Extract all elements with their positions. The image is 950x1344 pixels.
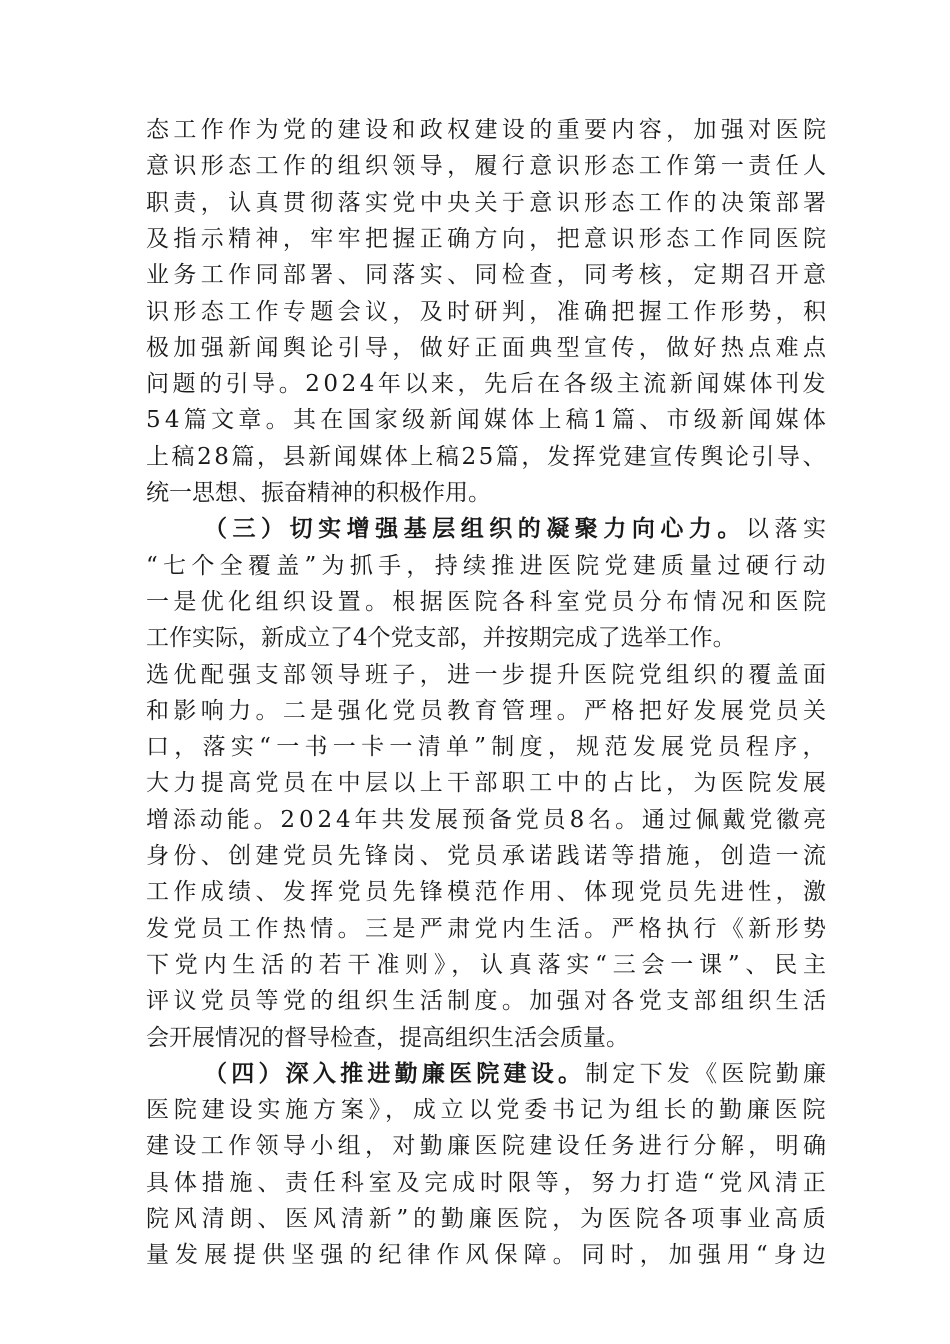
text-line <box>146 330 830 366</box>
text-line <box>146 439 828 475</box>
line-text: 增添动能。2024年共发展预备党员8名。通过佩戴党徽亮 <box>146 806 831 833</box>
text-line <box>146 257 830 293</box>
text-line <box>146 475 491 511</box>
text-line <box>146 1201 831 1237</box>
text-line <box>146 765 830 801</box>
line-text: “七个全覆盖”为抓手，持续推进医院党建质量过硬行动 <box>146 552 831 579</box>
line-text: 具体措施、责任科室及完成时限等，努力打造“党风清正 <box>146 1169 831 1196</box>
line-text: 医院建设实施方案》，成立以党委书记为组长的勤廉医院 <box>146 1097 831 1124</box>
line-text: 工作成绩、发挥党员先锋模范作用、体现党员先进性，激 <box>146 879 831 906</box>
line-text: 上稿28篇，县新闻媒体上稿25篇，发挥党建宣传舆论引导、 <box>146 443 829 470</box>
text-line <box>146 402 830 438</box>
line-text: 问题的引导。2024年以来，先后在各级主流新闻媒体刊发 <box>146 371 830 398</box>
line-text: 54篇文章。其在国家级新闻媒体上稿1篇、市级新闻媒体 <box>146 407 831 434</box>
line-text: 建设工作领导小组，对勤廉医院建设任务进行分解，明确 <box>146 1133 831 1160</box>
line-text: 量发展提供坚强的纪律作风保障。同时，加强用“身边 <box>146 1242 832 1269</box>
line-text: 态工作作为党的建设和政权建设的重要内容，加强对医院 <box>146 117 831 143</box>
text-line <box>146 911 830 947</box>
text-line <box>146 1237 832 1273</box>
text-line <box>146 838 830 874</box>
text-line <box>146 802 830 838</box>
text-line <box>146 366 829 402</box>
text-line <box>146 1165 831 1201</box>
text-line <box>146 983 830 1019</box>
line-text: 职责，认真贯彻落实党中央关于意识形态工作的决策部署 <box>146 189 831 216</box>
text-line <box>146 584 830 620</box>
text-line <box>146 693 830 729</box>
line-text: 业务工作同部署、同落实、同检查，同考核，定期召开意 <box>146 262 831 289</box>
text-line <box>146 112 830 148</box>
section-heading: （四）深入推进勤廉医院建设。 <box>204 1059 586 1087</box>
text-line <box>204 1056 830 1092</box>
line-text: 识形态工作专题会议，及时研判，准确把握工作形势，积 <box>146 298 831 325</box>
text-line <box>146 1020 629 1056</box>
text-line <box>204 511 832 547</box>
line-text: 下党内生活的若干准则》，认真落实“三会一课”、民主 <box>146 951 832 978</box>
line-text: 身份、创建党员先锋岗、党员承诺践诺等措施，创造一流 <box>146 843 831 869</box>
line-text: 大力提高党员在中层以上干部职工中的占比，为医院发展 <box>146 770 831 797</box>
line-text: 工作实际，新成立了4个党支部，并按期完成了选举工作。 <box>146 625 736 652</box>
text-line <box>146 548 831 584</box>
text-line <box>146 874 830 910</box>
text-line <box>146 620 736 656</box>
text-line <box>146 1128 830 1164</box>
line-text: 发党员工作热情。三是严肃党内生活。严格执行《新形势 <box>146 915 831 942</box>
text-line <box>146 294 830 330</box>
text-line <box>146 148 830 184</box>
line-text: 制定下发《医院勤廉 <box>585 1060 831 1087</box>
line-text: 会开展情况的督导检查，提高组织生活会质量。 <box>146 1024 629 1051</box>
line-text: 以落实 <box>745 516 832 543</box>
line-text: 评议党员等党的组织生活制度。加强对各党支部组织生活 <box>146 988 831 1015</box>
text-line <box>146 657 830 693</box>
section-heading: （三）切实增强基层组织的凝聚力向心力。 <box>204 515 746 543</box>
line-text: 极加强新闻舆论引导，做好正面典型宣传，做好热点难点 <box>146 334 831 361</box>
line-text: 选优配强支部领导班子，进一步提升医院党组织的覆盖面 <box>146 661 831 688</box>
line-text: 一是优化组织设置。根据医院各科室党员分布情况和医院 <box>146 588 831 615</box>
text-line <box>146 1092 830 1128</box>
line-text: 及指示精神，牢牢把握正确方向，把意识形态工作同医院 <box>146 225 831 252</box>
line-text: 和影响力。二是强化党员教育管理。严格把好发展党员关 <box>146 697 831 724</box>
text-line <box>146 221 830 257</box>
text-line <box>146 729 831 765</box>
line-text: 院风清朗、医风清新”的勤廉医院，为医院各项事业高质 <box>146 1206 831 1232</box>
text-line <box>146 947 832 983</box>
line-text: 意识形态工作的组织领导，履行意识形态工作第一责任人 <box>146 153 831 180</box>
line-text: 统一思想、振奋精神的积极作用。 <box>146 480 491 506</box>
line-text: 口，落实“一书一卡一清单”制度，规范发展党员程序， <box>146 734 831 761</box>
text-line <box>146 185 830 221</box>
